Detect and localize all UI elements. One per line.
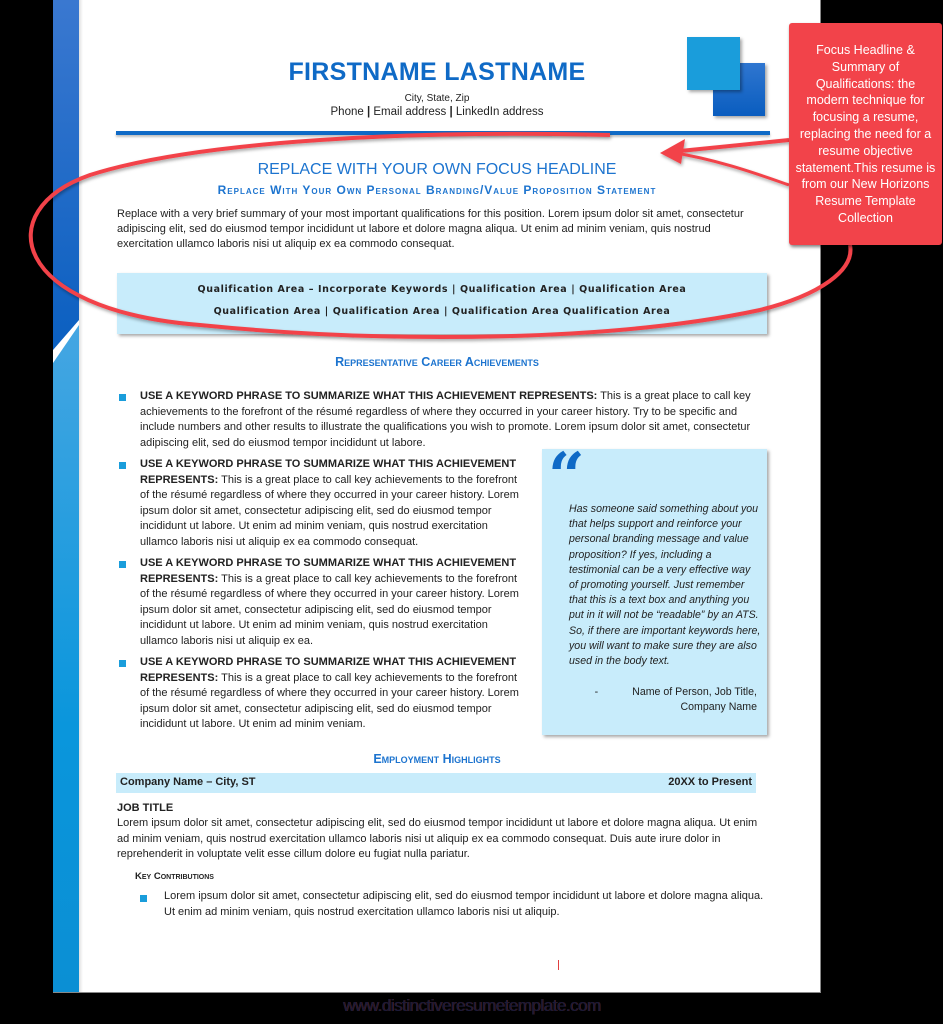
separator: | <box>449 106 453 118</box>
achievement-text: This is a great place to call key achievements to the forefront of the résumé regardless of where they occurred in your career history. Lorem ipsum dolor sit amet, consectetur adipiscing elit, sed do eiusmod tempor incididunt ut labore. Ut enim ad minim veniam, quis nostrud exercitation ullamco laboris nisi ut aliquip ex ea commodo consequat. <box>140 473 519 548</box>
qualifications-line-2: Qualification Area | Qualification Area | Qualification Area Qualification Area <box>213 306 671 317</box>
achievement-text: This is a great place to call key achievements to the forefront of the résumé regardless of where they occurred in your career history. Try to be specific and include numbers and other results to illustrate the qualifications you wish to promote. Lorem ipsum dolor sit amet, consectetur adipiscing elit, sed do eiusmod tempor incididunt ut labore. <box>140 390 751 449</box>
employment-dates: 20XX to Present <box>668 776 752 788</box>
testimonial-box <box>542 439 767 735</box>
contribution-item: Lorem ipsum dolor sit amet, consectetur adipiscing elit, sed do eiusmod tempor incididunt ut labore et dolore magna aliqua. Ut enim ad minim veniam, quis nostrud exercitation ullamco laboris nisi ut aliquip. <box>164 890 764 918</box>
attribution-company: Company Name <box>680 701 757 714</box>
achievement-keyword: USE A KEYWORD PHRASE TO SUMMARIZE WHAT THIS ACHIEVEMENT REPRESENTS: <box>140 557 517 585</box>
logo-square-light-icon <box>687 37 740 90</box>
job-description: Lorem ipsum dolor sit amet, consectetur adipiscing elit, sed do eiusmod tempor incididunt ut labore et dolore magna aliqua. Ut enim ad minim veniam, quis nostrud exercitation ullamco laboris nisi ut aliquip ex ea commodo consequat. Duis aute irure dolor in reprehenderit in voluptate velit esse cillum dolore eu fugiat nulla pariatur. <box>117 817 758 860</box>
company-name: Company Name – City, ST <box>120 776 256 788</box>
achievements-heading: Representative Career Achievements <box>335 355 539 369</box>
achievement-item <box>140 457 520 550</box>
summary-paragraph: Replace with a very brief summary of your most important qualifications for this position. Lorem ipsum dolor sit amet, consectetur adipiscing elit, sed do eiusmod tempor incididunt ut labore et dolore magna aliqua. Ut enim ad minim veniam, quis nostrud exercitation ullamco laboris nisi ut aliquip ex ea commodo consequat. <box>117 208 744 250</box>
achievement-keyword: USE A KEYWORD PHRASE TO SUMMARIZE WHAT THIS ACHIEVEMENT REPRESENTS: <box>140 390 598 402</box>
footer-watermark: www.distinctiveresumetemplate.com <box>342 996 601 1015</box>
address-line: City, State, Zip <box>404 93 470 104</box>
achievement-text: This is a great place to call key achievements to the forefront of the résumé regardless of where they occurred in your career history. Lorem ipsum dolor sit amet, consectetur adipiscing elit, sed do eiusmod tempor incididunt ut labore. Ut enim ad minim veniam, quis nostrud exercitation ullamco laboris nisi ut aliquip ex ea. <box>140 572 519 647</box>
achievement-item <box>140 556 520 649</box>
text-cursor <box>558 960 559 970</box>
employment-heading: Employment Highlights <box>373 752 501 766</box>
contact-line <box>53 106 821 118</box>
key-contributions-heading: Key Contributions <box>135 871 214 882</box>
phone: Phone <box>330 106 364 118</box>
focus-headline: REPLACE WITH YOUR OWN FOCUS HEADLINE <box>257 161 617 178</box>
achievement-keyword: USE A KEYWORD PHRASE TO SUMMARIZE WHAT THIS ACHIEVEMENT REPRESENTS: <box>140 458 517 486</box>
achievement-item <box>140 655 520 733</box>
attribution-name: Name of Person, Job Title, <box>632 686 757 698</box>
bullet-icon <box>119 561 126 568</box>
company-bar <box>116 773 756 793</box>
achievement-text: This is a great place to call key achievements to the forefront of the résumé regardless of where they occurred in your career history. Lorem ipsum dolor sit amet, consectetur adipiscing elit, sed do eiusmod tempor incididunt ut labore. Ut enim ad minim veniam. <box>140 671 519 730</box>
resume-page <box>53 0 821 993</box>
separator: | <box>366 106 371 118</box>
linkedin: LinkedIn address <box>455 106 544 118</box>
qualifications-line-1: Qualification Area – Incorporate Keywords | Qualification Area | Qualification Area <box>197 284 687 295</box>
quote-mark-icon: “ <box>548 439 585 514</box>
bullet-icon <box>119 660 126 667</box>
branding-statement: Replace With Your Own Personal Branding/Value Proposition Statement <box>217 183 657 197</box>
attribution-dash: - <box>594 686 599 698</box>
header-divider <box>116 131 770 135</box>
bullet-icon <box>140 895 147 902</box>
testimonial-attribution <box>595 685 757 715</box>
qualifications-box <box>117 273 767 334</box>
bullet-icon <box>119 394 126 401</box>
testimonial-text: Has someone said something about you that helps support and reinforce your personal branding message and value proposition? If yes, including a testimonial can be a very effective way of promoting yourself. Just remember that this is a text box and anything you put in it will not be “readable” by an ATS. So, if there are important keywords here, you will want to make sure they are also used in the body text. <box>569 503 761 668</box>
job-title: JOB TITLE <box>117 802 174 814</box>
achievement-keyword: USE A KEYWORD PHRASE TO SUMMARIZE WHAT THIS ACHIEVEMENT REPRESENTS: <box>140 656 517 684</box>
email: Email address <box>373 106 447 118</box>
annotation-callout: Focus Headline & Summary of Qualifications: the modern technique for focusing a resume, replacing the need for a resume objective statement.This resume is from our New Horizons Resume Template Collection <box>789 23 942 245</box>
side-bar-shadow <box>79 0 83 993</box>
candidate-name: FIRSTNAME LASTNAME <box>288 58 586 86</box>
bullet-icon <box>119 462 126 469</box>
achievement-item <box>140 389 770 451</box>
side-accent-bar-bottom <box>53 325 79 993</box>
